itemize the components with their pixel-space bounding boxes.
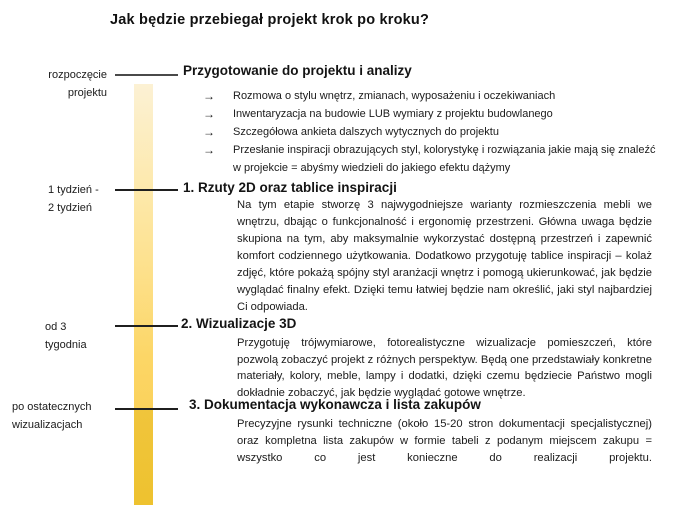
section-body-2d-layouts: Na tym etapie stworzę 3 najwygodniejsze warianty rozmieszczenia mebli we wnętrzu, dbając o funkcjonalność i ergonomię przestrzeni. Główna uwaga będzie skupiona na tym, aby maksymalnie wykorzystać dostępną przestrzeń i zapewnić komfort codziennego użytkowania. Dodatkowo przygotuję tablice inspiracji – kolaż zdjęć, które pokażą spójny styl aranżacji wnętrz i pomogą ukierunkować, jak będzie wyglądać finalny efekt. Dzięki temu łatwiej będzie nam określić, jaki styl najbardziej Ci odpowiada. [237,199,652,313]
timeline-label-line: po ostatecznych [12,401,92,413]
timeline-label-line: wizualizacjach [12,419,83,431]
arrow-right-icon: → [203,107,215,121]
timeline-label-line: 2 tydzień [48,202,93,214]
timeline-connector [115,325,178,327]
section-heading-preparation: Przygotowanie do projektu i analizy [183,63,412,78]
bullet-item [203,105,663,123]
timeline-label-week3 [45,318,87,354]
bullet-item [203,141,663,177]
section-heading-documentation: 3. Dokumentacja wykonawcza i lista zakupów [189,397,481,412]
timeline-connector [115,189,178,191]
arrow-right-icon: → [203,125,215,139]
arrow-right-icon: → [203,89,215,103]
bullet-text: Przesłanie inspiracji obrazujących styl, kolorystykę i rozwiązania jakie mają się znaleźć w projekcie = abyśmy wiedzieli do jakiego efektu dążymy [233,144,656,174]
page-title: Jak będzie przebiegał projekt krok po kroku? [110,12,430,28]
section-heading-2d-layouts: 1. Rzuty 2D oraz tablice inspiracji [183,180,397,195]
bullet-text: Inwentaryzacja na budowie LUB wymiary z projektu budowlanego [233,108,553,120]
arrow-right-icon: → [203,143,215,157]
section-heading-3d-visualizations: 2. Wizualizacje 3D [181,316,297,331]
timeline-label-line: 1 tydzień - [48,184,99,196]
timeline-label-week1-2 [48,181,99,217]
timeline-connector [115,408,178,410]
bullet-item [203,87,663,105]
bullet-text: Szczegółowa ankieta dalszych wytycznych do projektu [233,126,499,138]
timeline-label-final [12,398,92,434]
timeline-connector [115,74,178,76]
section-body-documentation: Precyzyjne rysunki techniczne (około 15-20 stron dokumentacji specjalistycznej) oraz kompletna lista zakupów w formie tabeli z podanym miejscem zakupu = wszystko co jest konieczne do realizacji projektu. [237,418,652,464]
timeline-bar [134,84,153,505]
bullet-item [203,123,663,141]
timeline-label-line: projektu [67,87,107,99]
bullet-text: Rozmowa o stylu wnętrz, zmianach, wyposażeniu i oczekiwaniach [233,90,556,102]
preparation-bullet-list [203,87,663,177]
timeline-label-line: tygodnia [45,339,87,351]
timeline-label-line: od 3 [45,321,67,333]
timeline-label-line: rozpoczęcie [48,69,107,81]
section-body-3d-visualizations: Przygotuję trójwymiarowe, fotorealistyczne wizualizacje pomieszczeń, które pozwolą zobaczyć projekt z różnych perspektyw. Będą one przedstawiały konkretne materiały, kolory, meble, lampy i dodatki, dzięki czemu będziecie Państwo mogli dokładnie zobaczyć, jak będzie wyglądać gotowe wnętrze. [237,337,652,399]
timeline-label-start [18,66,107,102]
